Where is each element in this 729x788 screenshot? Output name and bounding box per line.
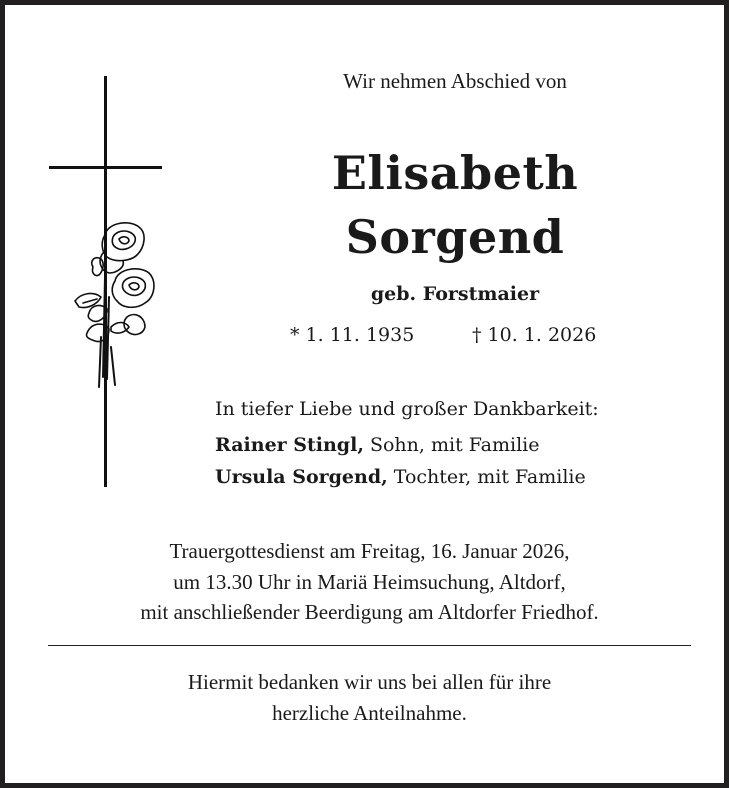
divider bbox=[48, 645, 691, 646]
mourners-intro: In tiefer Liebe und großer Dankbarkeit: bbox=[215, 398, 599, 420]
death-date: † 10. 1. 2026 bbox=[472, 324, 597, 346]
closing-line: Hiermit bedanken wir uns bei allen für ihre bbox=[187, 670, 552, 694]
mourner-relation: Tochter, mit Familie bbox=[387, 466, 586, 488]
mourner-name: Ursula Sorgend, bbox=[215, 466, 388, 488]
maiden-name: geb. Forstmaier bbox=[370, 283, 540, 305]
service-line: Trauergottesdienst am Freitag, 16. Januar 2026, bbox=[169, 539, 570, 563]
deceased-first-name: Elisabeth bbox=[331, 146, 579, 200]
mourner-relation: Sohn, mit Familie bbox=[363, 434, 540, 456]
mourner-item bbox=[215, 466, 586, 488]
birth-date: * 1. 11. 1935 bbox=[290, 324, 415, 346]
closing-line: herzliche Anteilnahme. bbox=[272, 701, 467, 725]
cross-horizontal-bar bbox=[49, 166, 162, 169]
intro-text: Wir nehmen Abschied von bbox=[343, 69, 567, 93]
service-line: um 13.30 Uhr in Mariä Heimsuchung, Altdorf, bbox=[173, 570, 566, 594]
roses-icon bbox=[67, 217, 163, 393]
mourner-item bbox=[215, 434, 539, 456]
service-line: mit anschließender Beerdigung am Altdorfer Friedhof. bbox=[140, 600, 599, 624]
deceased-last-name: Sorgend bbox=[345, 210, 565, 264]
mourner-name: Rainer Stingl, bbox=[215, 434, 364, 456]
